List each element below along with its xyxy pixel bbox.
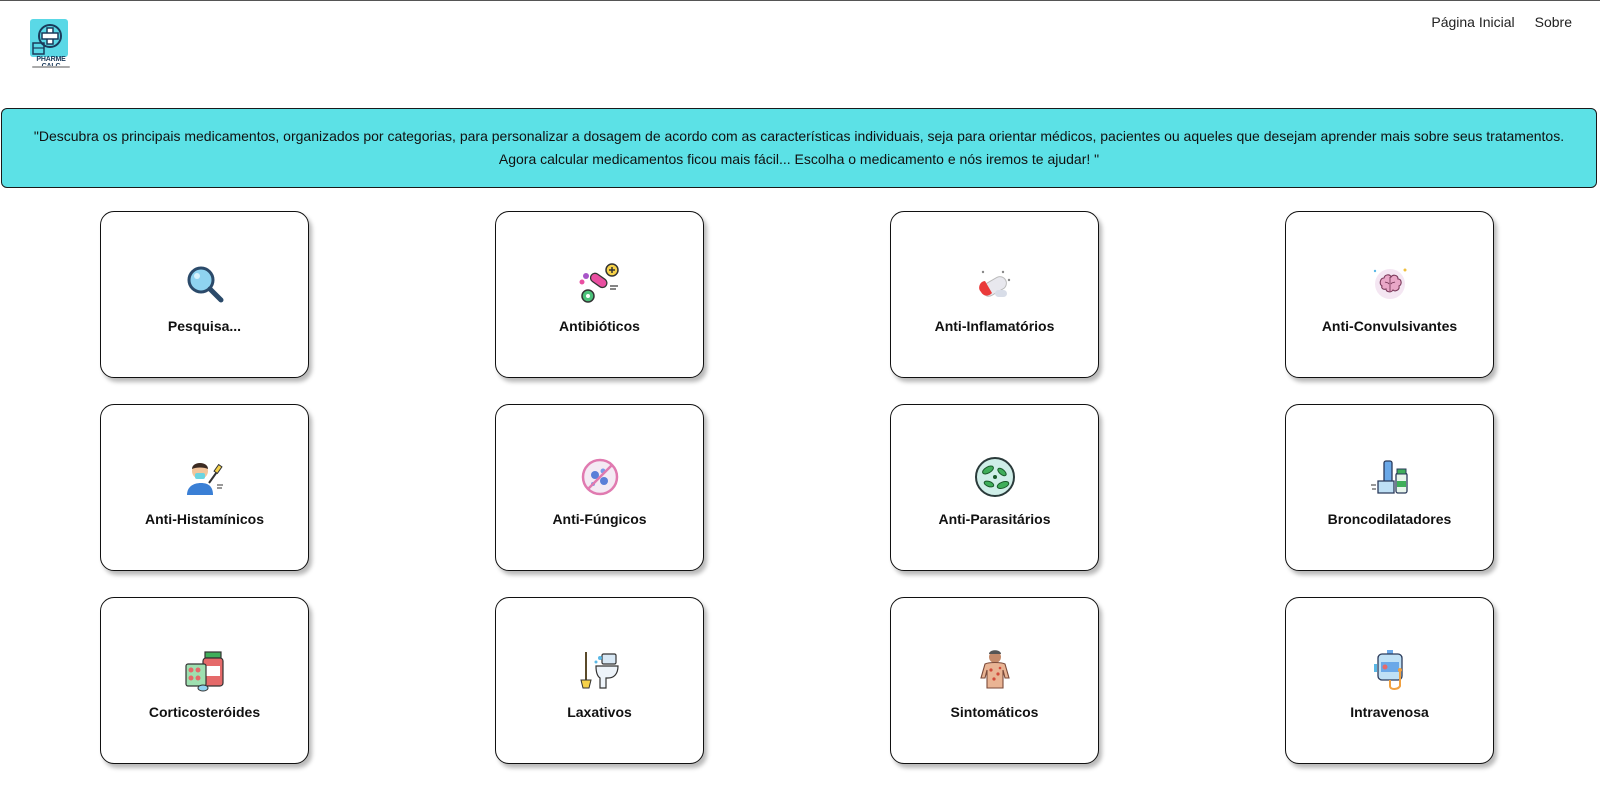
logo-badge [30, 19, 68, 57]
nav-home-link[interactable]: Página Inicial [1431, 14, 1515, 30]
iv-bag-icon [1368, 648, 1412, 692]
category-label: Broncodilatadores [1327, 511, 1452, 527]
category-label: Pesquisa... [167, 318, 242, 334]
body-symptoms-icon [973, 648, 1017, 692]
intro-banner [1, 108, 1597, 188]
category-card-laxativos[interactable] [495, 597, 704, 764]
nav-about-link[interactable]: Sobre [1534, 14, 1572, 30]
medical-cross-icon [30, 19, 68, 57]
category-card-pesquisa[interactable] [100, 211, 309, 378]
parasite-icon [973, 455, 1017, 499]
inhaler-icon [1368, 455, 1412, 499]
header [0, 1, 1600, 101]
category-card-intravenosa[interactable] [1285, 597, 1494, 764]
pill-bottle-icon [183, 648, 227, 692]
no-fungus-icon [578, 455, 622, 499]
category-card-anti-histaminicos[interactable] [100, 404, 309, 571]
category-label: Laxativos [567, 704, 632, 720]
category-card-corticosteroides[interactable] [100, 597, 309, 764]
intro-text: "Descubra os principais medicamentos, organizados por categorias, para personalizar a dosagem de acordo com as características individuais, seja para orientar médicos, pacientes ou aqueles que desejam aprender mais sobre seus tratamentos. Agora calcular medicamentos ficou mais fácil... Escolha o medicamento e nós iremos te ajudar! " [33, 128, 1565, 167]
logo[interactable] [28, 19, 74, 75]
category-card-antibioticos[interactable] [495, 211, 704, 378]
category-label: Anti-Parasitários [938, 511, 1051, 527]
category-card-sintomaticos[interactable] [890, 597, 1099, 764]
allergy-person-icon [183, 455, 227, 499]
category-card-anti-fungicos[interactable] [495, 404, 704, 571]
pills-bacteria-icon [578, 262, 622, 306]
category-card-anti-inflamatorios[interactable] [890, 211, 1099, 378]
toilet-icon [578, 648, 622, 692]
main-nav [1431, 14, 1572, 30]
capsule-icon [973, 262, 1017, 306]
category-label: Corticosteróides [148, 704, 261, 720]
category-label: Anti-Histamínicos [144, 511, 264, 527]
logo-tagline [32, 66, 70, 68]
category-card-anti-convulsivantes[interactable] [1285, 211, 1494, 378]
category-card-anti-parasitarios[interactable] [890, 404, 1099, 571]
category-label: Anti-Fúngicos [552, 511, 647, 527]
category-grid [100, 211, 1494, 764]
category-label: Sintomáticos [950, 704, 1039, 720]
brain-icon [1368, 262, 1412, 306]
logo-text: PHARME [36, 56, 66, 63]
category-card-broncodilatadores[interactable] [1285, 404, 1494, 571]
magnifier-icon [183, 262, 227, 306]
category-label: Anti-Convulsivantes [1321, 318, 1458, 334]
category-label: Antibióticos [559, 318, 640, 334]
category-label: Intravenosa [1350, 704, 1429, 720]
category-label: Anti-Inflamatórios [934, 318, 1055, 334]
